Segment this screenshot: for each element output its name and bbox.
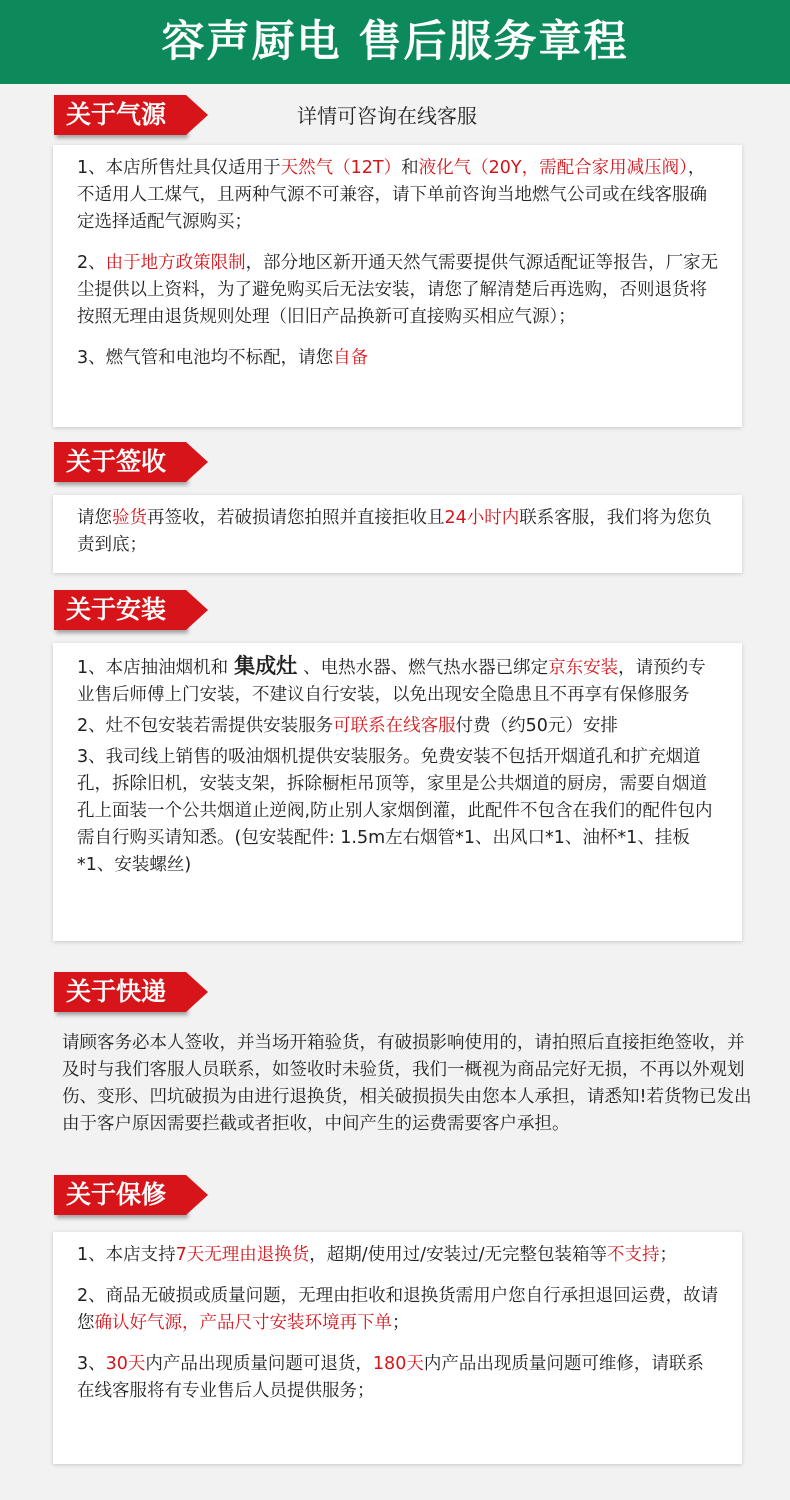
gas-paragraph-2: 2、由于地方政策限制，部分地区新开通天然气需要提供气源适配证等报告，厂家无尘提供以上资料，为了避免购买后无法安装，请您了解清楚后再选购，否则退货将按照无理由退货规则处理（旧旧产品换新可直接购买相应气源）； [77, 253, 719, 327]
sign-paragraph-1: 请您验货再签收，若破损请您拍照并直接拒收且24小时内联系客服，我们将为您负责到底； [77, 508, 712, 555]
warranty-paragraph-2: 2、商品无破损或质量问题，无理由拒收和退换货需用户您自行承担退回运费，故请您确认好气源，产品尺寸安装环境再下单； [77, 1286, 719, 1333]
install-paragraph-1: 1、本店抽油烟机和 集成灶 、电热水器、燃气热水器已绑定京东安装，请预约专业售后师傅上门安装，不建议自行安装，以免出现安全隐患且不再享有保修服务 [77, 654, 706, 705]
consult-note: 详情可咨询在线客服 [297, 104, 477, 128]
warranty-paragraph-3: 3、30天内产品出现质量问题可退货，180天内产品出现质量问题可维修，请联系在线客服将有专业售后人员提供服务； [77, 1354, 704, 1401]
section-tag-install: 关于安装 [54, 590, 186, 630]
gas-section-box [53, 145, 742, 427]
section-tag-warranty: 关于保修 [54, 1175, 186, 1215]
warranty-paragraph-1: 1、本店支持7天无理由退换货，超期/使用过/安装过/无完整包装箱等不支持； [77, 1245, 677, 1265]
warranty-section-box [53, 1232, 742, 1464]
page-title: 容声厨电 售后服务章程 [0, 0, 790, 84]
section-tag-sign: 关于签收 [54, 442, 186, 482]
section-tag-express: 关于快递 [54, 972, 186, 1012]
gas-paragraph-3: 3、燃气管和电池均不标配，请您自备 [77, 348, 369, 368]
sign-section-box [53, 495, 742, 573]
install-paragraph-3: 3、我司线上销售的吸油烟机提供安装服务。免费安装不包括开烟道孔和扩充烟道孔，拆除旧机，安装支架，拆除橱柜吊顶等，家里是公共烟道的厨房，需要自烟道孔上面装一个公共烟道止逆阀,防止别人家烟倒灌，此配件不包含在我们的配件包内需自行购买请知悉。(包安装配件: 1.5m左右烟管*1、出风口*1、油杯*1、挂板*1、安装螺丝) [77, 747, 713, 875]
install-paragraph-2: 2、灶不包安装若需提供安装服务可联系在线客服付费（约50元）安排 [77, 716, 618, 736]
section-tag-gas: 关于气源 [54, 95, 186, 135]
gas-paragraph-1: 1、本店所售灶具仅适用于天然气（12T）和液化气（20Y，需配合家用减压阀），不适用人工煤气，且两种气源不可兼容，请下单前咨询当地燃气公司或在线客服确定选择适配气源购买； [77, 158, 707, 232]
express-paragraph: 请顾客务必本人签收，并当场开箱验货，有破损影响使用的，请拍照后直接拒绝签收，并及时与我们客服人员联系，如签收时未验货，我们一概视为商品完好无损，不再以外观划伤、变形、凹坑破损为由进行退换货，相关破损损失由您本人承担，请悉知!若货物已发出由于客户原因需要拦截或者拒收，中间产生的运费需要客户承担。 [62, 1033, 752, 1134]
install-section-box [53, 643, 742, 941]
